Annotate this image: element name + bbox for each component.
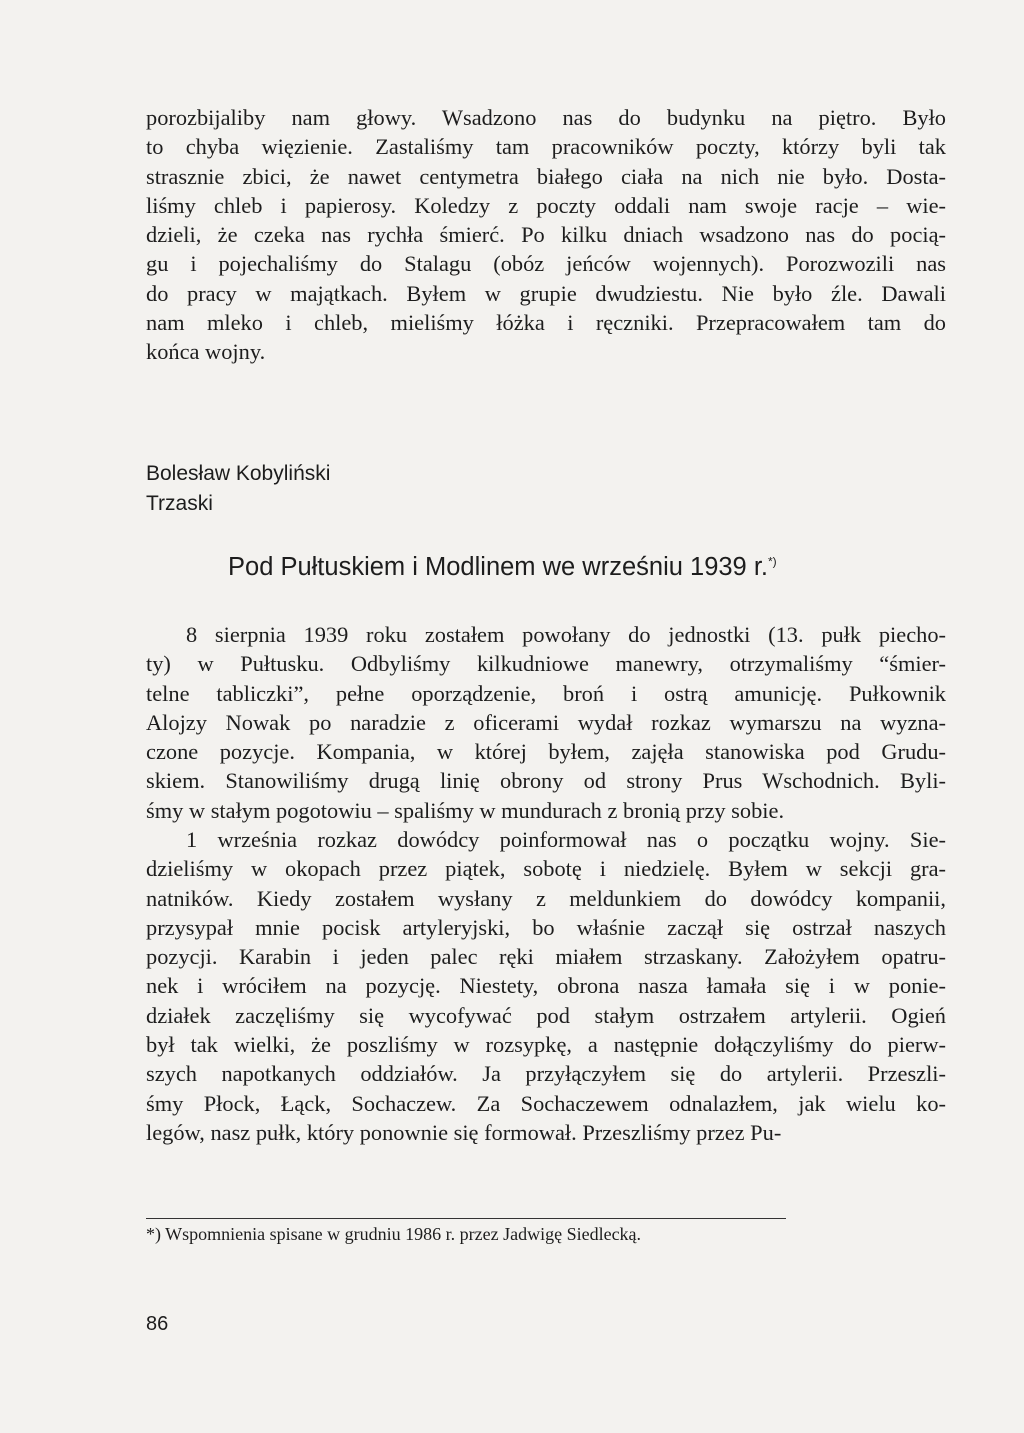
paragraph-1-line: Alojzy Nowak po naradzie z oficerami wydał rozkaz wymarszu na wyzna-	[146, 709, 946, 735]
paragraph-2-line: dzieliśmy w okopach przez piątek, sobotę i niedzielę. Byłem w sekcji gra-	[146, 856, 946, 882]
paragraph-1-line: 8 sierpnia 1939 roku zostałem powołany do jednostki (13. pułk piecho-	[186, 622, 946, 647]
author-place: Trzaski	[146, 492, 213, 515]
top-paragraph	[146, 103, 946, 367]
paragraph-2-line: przysypał mnie pocisk artyleryjski, bo właśnie zaczął się ostrzał naszych	[146, 914, 946, 940]
top-paragraph-line: to chyba więzienie. Zastaliśmy tam pracowników poczty, którzy byli tak	[146, 134, 946, 160]
top-paragraph-line: porozbijaliby nam głowy. Wsadzono nas do budynku na piętro. Było	[146, 105, 946, 130]
top-paragraph-line: gu i pojechaliśmy do Stalagu (obóz jeńców wojennych). Porozwozili nas	[146, 251, 946, 277]
footnote-mark: *)	[768, 554, 777, 569]
paragraph-2-line: 1 września rozkaz dowódcy poinformował nas o początku wojny. Sie-	[186, 827, 946, 852]
footnote-divider	[146, 1218, 786, 1219]
top-paragraph-line: dzieli, że czeka nas rychła śmierć. Po kilku dniach wsadzono nas do pocią-	[146, 222, 946, 248]
paragraph-2-line: szych napotkanych oddziałów. Ja przyłączyłem się do artylerii. Przeszli-	[146, 1061, 946, 1087]
paragraph-2-line: był tak wielki, że poszliśmy w rozsypkę, a następnie dołączyliśmy do pierw-	[146, 1032, 946, 1058]
paragraph-2-line: pozycji. Karabin i jeden palec ręki miałem strzaskany. Założyłem opatru-	[146, 944, 946, 970]
top-paragraph-line: strasznie zbici, że nawet centymetra białego ciała na nich nie było. Dosta-	[146, 163, 946, 189]
paragraph-1-line: czone pozycje. Kompania, w której byłem, zajęła stanowiska pod Grudu-	[146, 739, 946, 765]
paragraph-2-line: legów, nasz pułk, który ponownie się formował. Przeszliśmy przez Pu-	[146, 1119, 782, 1145]
paragraph-2-line: śmy Płock, Łąck, Sochaczew. Za Sochaczewem odnalazłem, jak wielu ko-	[146, 1090, 946, 1116]
paragraph-1-line: telne tabliczki”, pełne oporządzenie, broń i ostrą amunicję. Pułkownik	[146, 680, 946, 706]
paragraph-2-line: natników. Kiedy zostałem wysłany z meldunkiem do dowódcy kompanii,	[146, 885, 946, 911]
author-name: Bolesław Kobyliński	[146, 462, 331, 485]
paragraph-1	[146, 620, 946, 825]
chapter-title	[228, 553, 777, 582]
chapter-title-text: Pod Pułtuskiem i Modlinem we wrześniu 1939 r.	[228, 553, 768, 581]
paragraph-1-line: śmy w stałym pogotowiu – spaliśmy w mundurach z bronią przy sobie.	[146, 797, 785, 823]
paragraph-2-line: nek i wróciłem na pozycję. Niestety, obrona nasza łamała się i w ponie-	[146, 973, 946, 999]
top-paragraph-line: końca wojny.	[146, 339, 266, 365]
paragraph-2	[146, 825, 946, 1147]
paragraph-1-line: skiem. Stanowiliśmy drugą linię obrony od strony Prus Wschodnich. Byli-	[146, 768, 946, 794]
top-paragraph-line: nam mleko i chleb, mieliśmy łóżka i ręczniki. Przepracowałem tam do	[146, 310, 946, 336]
paragraph-1-line: ty) w Pułtusku. Odbyliśmy kilkudniowe manewry, otrzymaliśmy “śmier-	[146, 651, 946, 677]
footnote: *) Wspomnienia spisane w grudniu 1986 r. przez Jadwigę Siedlecką.	[146, 1224, 642, 1244]
top-paragraph-line: liśmy chleb i papierosy. Koledzy z poczty oddali nam swoje racje – wie-	[146, 192, 946, 218]
page-number: 86	[146, 1313, 169, 1335]
top-paragraph-line: do pracy w majątkach. Byłem w grupie dwudziestu. Nie było źle. Dawali	[146, 280, 946, 306]
paragraph-2-line: działek zaczęliśmy się wycofywać pod stałym ostrzałem artylerii. Ogień	[146, 1002, 946, 1028]
